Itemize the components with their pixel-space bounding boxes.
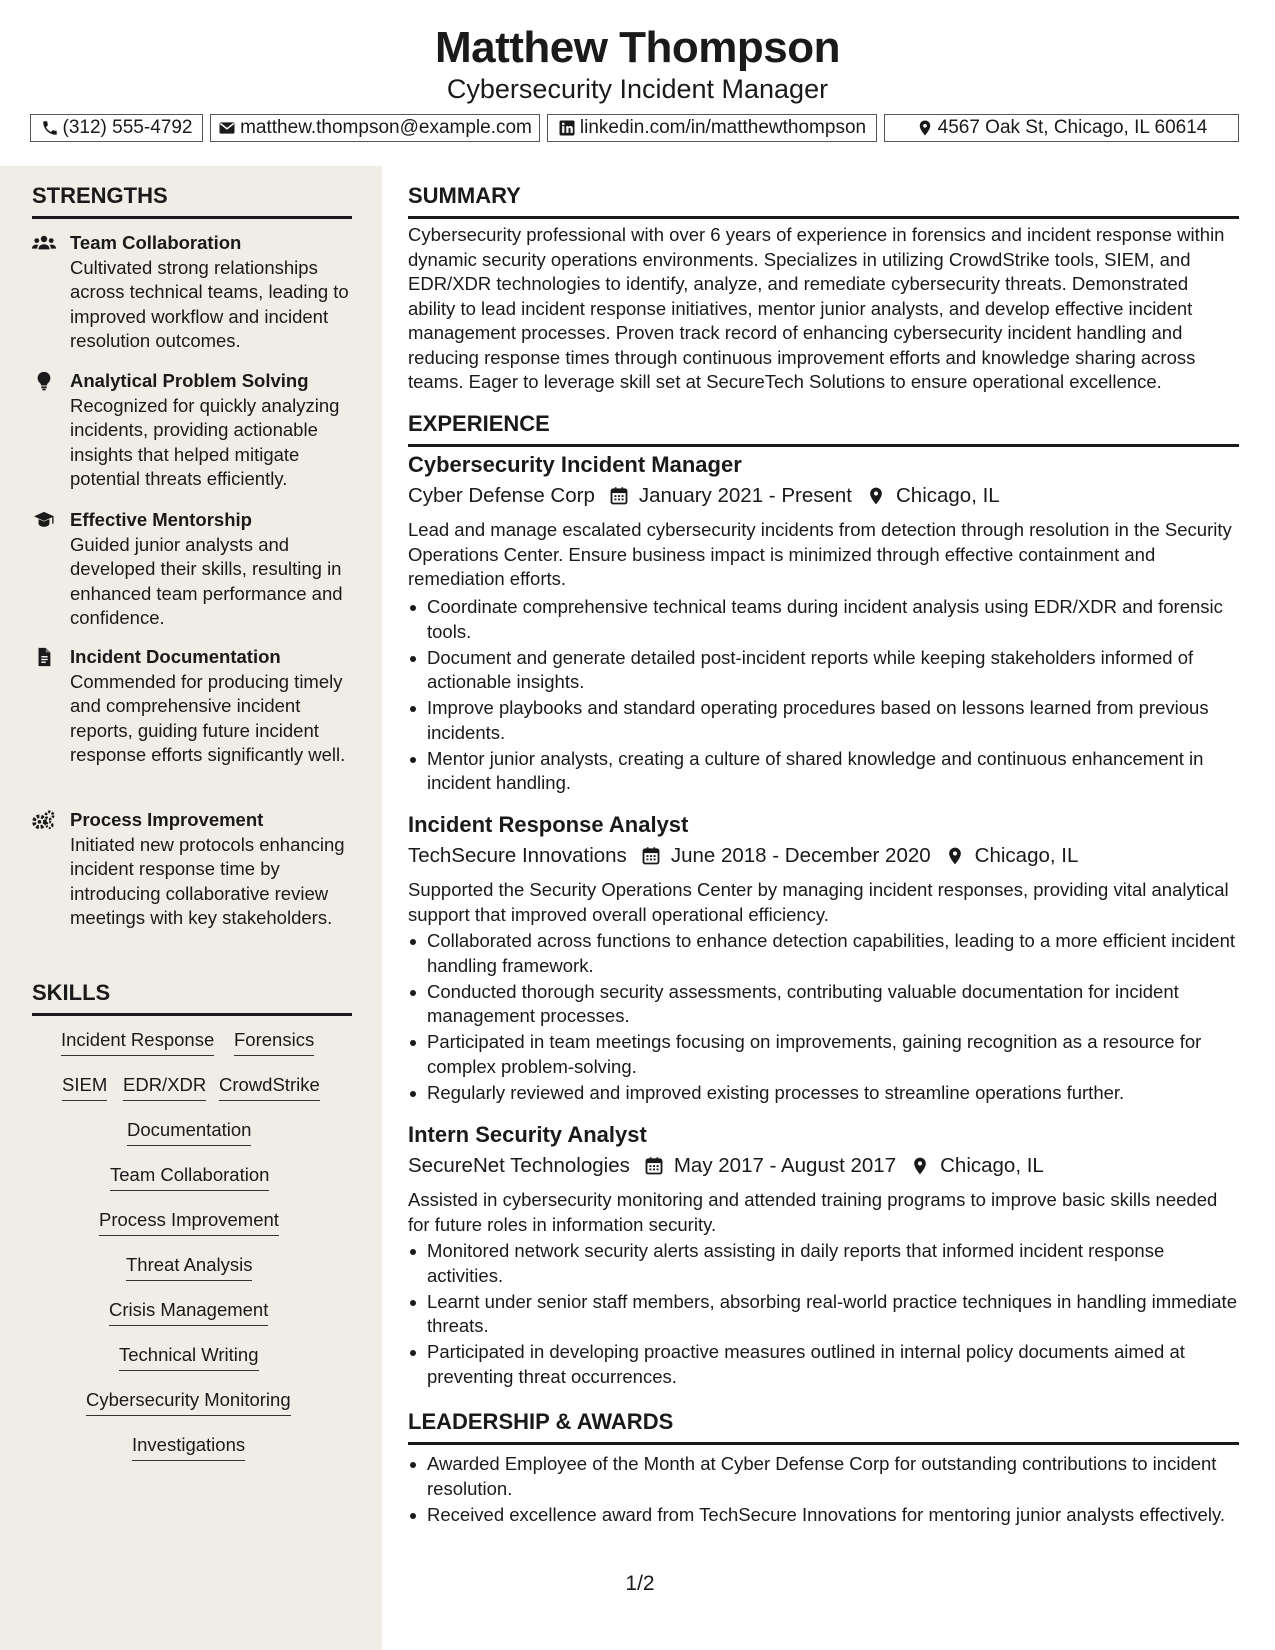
list-item: Participated in developing proactive measures outlined in internal policy documents aimed at preventing threat occurrences. (408, 1340, 1239, 1389)
job-bullets (408, 1239, 1239, 1391)
document-icon (32, 647, 56, 667)
strength-description: Recognized for quickly analyzing incidents, providing actionable insights that helped mitigate potential threats efficiently. (70, 395, 340, 489)
candidate-name: Matthew Thompson (434, 23, 841, 72)
awards-list (408, 1452, 1239, 1529)
map-pin-icon (945, 846, 965, 866)
skill-tag: Technical Writing (119, 1342, 259, 1371)
skill-tag: SIEM (62, 1072, 107, 1101)
list-item: Awarded Employee of the Month at Cyber Defense Corp for outstanding contributions to incident resolution. (408, 1452, 1239, 1501)
phone-text: (312) 555-4792 (62, 117, 193, 138)
job-title: Cybersecurity Incident Manager (408, 452, 742, 477)
list-item: Learnt under senior staff members, absorbing real-world practice techniques in handling immediate threats. (408, 1290, 1239, 1339)
strengths-heading: STRENGTHS (32, 182, 352, 219)
strength-title: Process Improvement (70, 809, 264, 830)
skills-heading: SKILLS (32, 979, 352, 1016)
skill-tag: Incident Response (61, 1027, 214, 1056)
job-company: TechSecure Innovations (408, 844, 627, 867)
skill-tag: Process Improvement (99, 1207, 279, 1236)
address-text: 4567 Oak St, Chicago, IL 60614 (937, 117, 1208, 138)
graduation-cap-icon (32, 510, 56, 530)
contact-bar (30, 114, 1239, 144)
list-item: Mentor junior analysts, creating a culture of shared knowledge and continuous enhancement in incident handling. (408, 747, 1239, 796)
strength-title: Team Collaboration (70, 232, 242, 253)
job-bullets (408, 929, 1239, 1107)
strength-description: Cultivated strong relationships across technical teams, leading to improved workflow and incident resolution outcomes. (70, 257, 349, 351)
skill-tag: Documentation (127, 1117, 251, 1146)
job-meta (408, 482, 1000, 510)
map-pin-icon (910, 1156, 930, 1176)
skill-tag: EDR/XDR (123, 1072, 206, 1101)
linkedin-icon (558, 119, 576, 137)
phone-icon (41, 119, 59, 137)
job-dates: January 2021 - Present (638, 484, 852, 507)
summary-heading: SUMMARY (408, 182, 1239, 219)
job-location: Chicago, IL (895, 484, 1000, 507)
job-location: Chicago, IL (940, 1154, 1044, 1177)
list-item: Participated in team meetings focusing on improvements, gaining recognition as a resource for complex problem-solving. (408, 1030, 1239, 1079)
lightbulb-icon (32, 371, 56, 391)
calendar-icon (609, 486, 629, 506)
envelope-icon (218, 119, 236, 137)
contact-address[interactable] (884, 114, 1239, 142)
strength-title: Incident Documentation (70, 646, 281, 667)
strength-title: Analytical Problem Solving (70, 370, 309, 391)
strength-title: Effective Mentorship (70, 509, 252, 530)
gears-icon (32, 810, 56, 830)
job-company: Cyber Defense Corp (408, 484, 595, 507)
users-icon (32, 233, 56, 253)
job-company: SecureNet Technologies (408, 1154, 630, 1177)
contact-email[interactable] (210, 114, 540, 142)
job-description: Supported the Security Operations Center by managing incident responses, providing vital analytical support that improved overall operational efficiency. (408, 879, 1229, 925)
list-item: Regularly reviewed and improved existing processes to streamline operations further. (408, 1081, 1239, 1106)
list-item: Monitored network security alerts assisting in daily reports that informed incident response activities. (408, 1239, 1239, 1288)
summary-text: Cybersecurity professional with over 6 years of experience in forensics and incident response within dynamic security operations environments. Specializes in utilizing CrowdStrike tools, SIEM, and EDR/XDR technologies to identify, analyze, and remediate cybersecurity threats. Demonstrated ability to lead incident response initiatives, mentor junior analysts, and develop effective incident management processes. Proven track record of enhancing cybersecurity incident handling and reducing response times through continuous improvement efforts and knowledge sharing across teams. Eager to leverage skill set at SecureTech Solutions to ensure operational excellence. (408, 224, 1225, 392)
skill-tag: Crisis Management (109, 1297, 268, 1326)
list-item: Improve playbooks and standard operating procedures based on lessons learned from previous incidents. (408, 696, 1239, 745)
job-description: Assisted in cybersecurity monitoring and attended training programs to improve basic skills needed for future roles in information security. (408, 1189, 1218, 1235)
job-dates: May 2017 - August 2017 (673, 1154, 897, 1177)
job-description: Lead and manage escalated cybersecurity incidents from detection through resolution in the Security Operations Center. Ensure business impact is minimized through effective containment and remediation efforts. (408, 519, 1232, 589)
email-text: matthew.thompson@example.com (240, 117, 532, 138)
contact-phone[interactable] (30, 114, 203, 142)
experience-heading: EXPERIENCE (408, 410, 1239, 447)
list-item: Collaborated across functions to enhance detection capabilities, leading to a more efficient incident handling framework. (408, 929, 1239, 978)
page-number: 1/2 (625, 1572, 655, 1595)
skill-tag: Team Collaboration (110, 1162, 269, 1191)
job-title: Incident Response Analyst (408, 812, 689, 837)
strength-description: Commended for producing timely and comprehensive incident reports, guiding future incident response efforts significantly well. (70, 671, 346, 765)
job-meta (408, 1152, 1044, 1180)
map-pin-icon (866, 486, 886, 506)
strength-description: Initiated new protocols enhancing incident response time by introducing collaborative review meetings with key stakeholders. (70, 834, 345, 928)
strength-description: Guided junior analysts and developed their skills, resulting in enhanced team performance and confidence. (70, 534, 343, 628)
list-item: Conducted thorough security assessments, contributing valuable documentation for incident management processes. (408, 980, 1239, 1029)
list-item: Document and generate detailed post-incident reports while keeping stakeholders informed of actionable insights. (408, 646, 1239, 695)
job-dates: June 2018 - December 2020 (670, 844, 931, 867)
calendar-icon (641, 846, 661, 866)
linkedin-text: linkedin.com/in/matthewthompson (579, 117, 867, 138)
list-item: Received excellence award from TechSecure Innovations for mentoring junior analysts effectively. (408, 1503, 1239, 1528)
job-location: Chicago, IL (974, 844, 1079, 867)
skill-tag: Investigations (132, 1432, 245, 1461)
job-title: Intern Security Analyst (408, 1122, 647, 1147)
skill-tag: CrowdStrike (219, 1072, 320, 1101)
candidate-title: Cybersecurity Incident Manager (446, 74, 829, 104)
skill-tag: Cybersecurity Monitoring (86, 1387, 291, 1416)
skill-tag: Forensics (234, 1027, 314, 1056)
map-pin-icon (916, 119, 934, 137)
job-bullets (408, 595, 1239, 797)
list-item: Coordinate comprehensive technical teams during incident analysis using EDR/XDR and forensic tools. (408, 595, 1239, 644)
job-meta (408, 842, 1078, 870)
contact-linkedin[interactable] (547, 114, 877, 142)
skill-tag: Threat Analysis (126, 1252, 252, 1281)
calendar-icon (644, 1156, 664, 1176)
awards-heading: LEADERSHIP & AWARDS (408, 1408, 1239, 1445)
